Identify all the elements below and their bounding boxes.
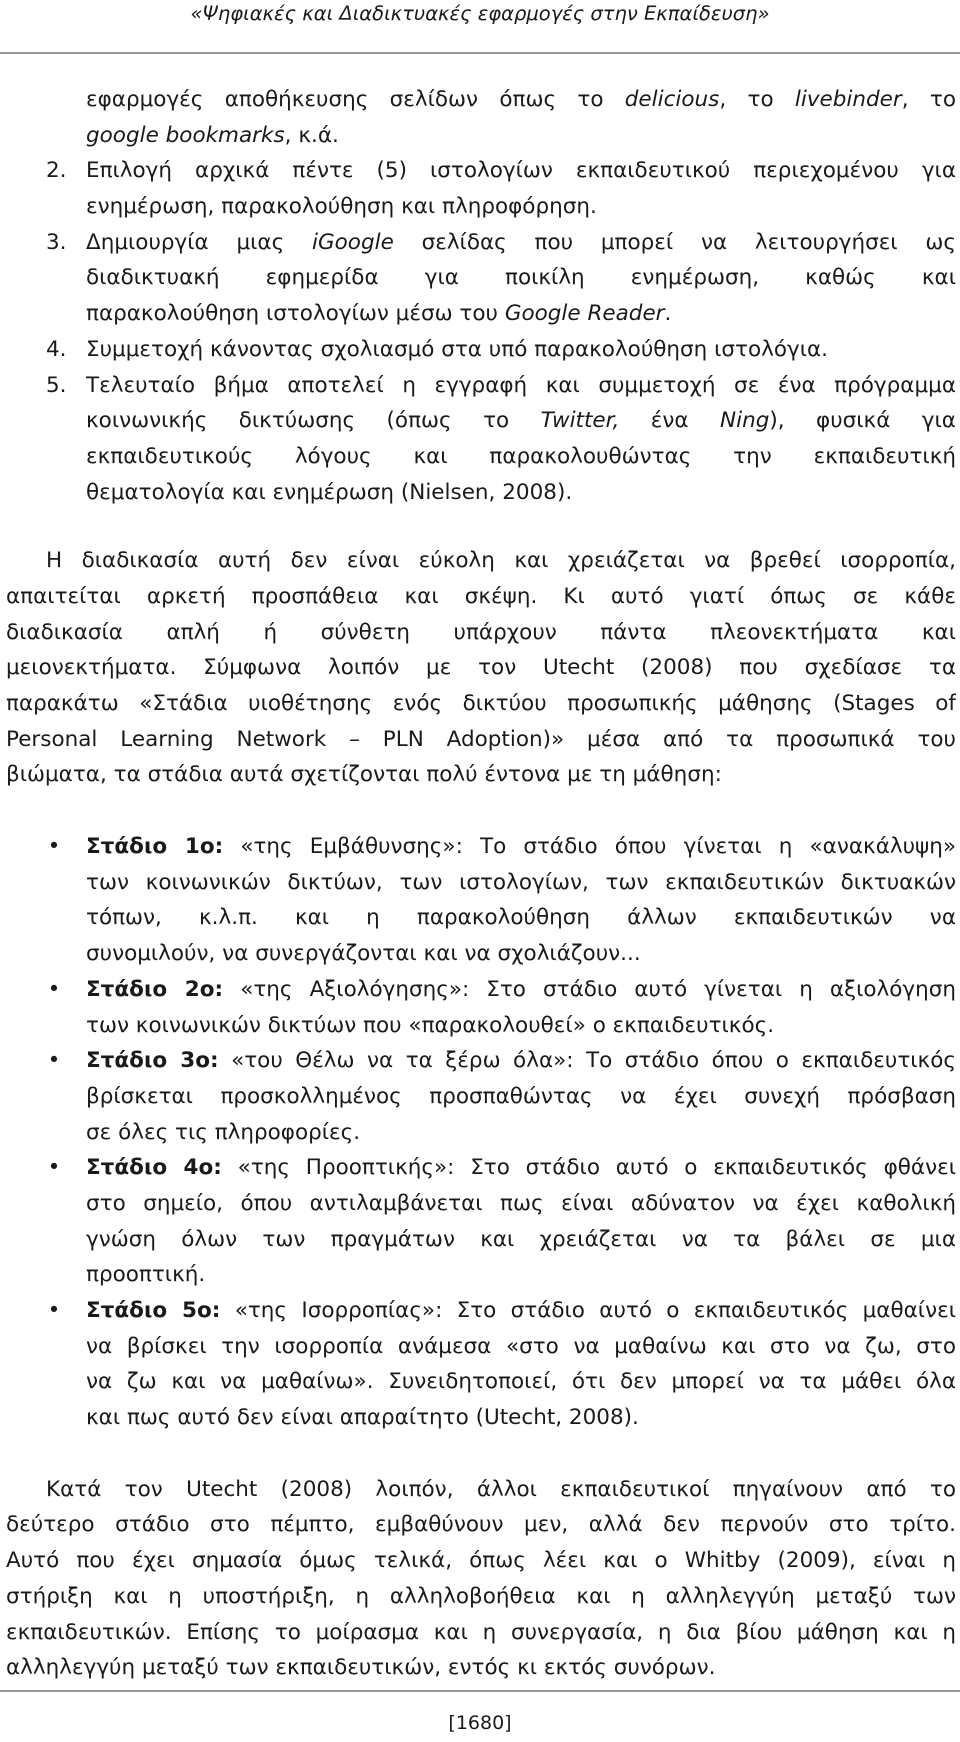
list-item-4: 4. Συμμετοχή κάνοντας σχολιασμό στα υπό παρακολούθηση ιστολόγια. <box>46 336 829 362</box>
paragraph-line: μειονεκτήματα. Σύμφωνα λοιπόν με τον Utecht (2008) που σχεδίασε τα <box>6 655 956 681</box>
stage-line: Στάδιο 5ο: «της Ισορροπίας»: Στο στάδιο αυτό ο εκπαιδευτικός μαθαίνει <box>86 1298 956 1323</box>
list-item-3-line: διαδικτυακή εφημερίδα για ποικίλη ενημέρωση, καθώς και <box>86 265 956 291</box>
list-item-5: 5. Τελευταίο βήμα αποτελεί η εγγραφή και συμμετοχή σε ένα πρόγραμμα <box>46 372 956 398</box>
stage-line: σε όλες τις πληροφορίες. <box>86 1119 361 1145</box>
list-item-5-line: εκπαιδευτικούς λόγους και παρακολουθώντας την εκπαιδευτική <box>86 443 956 469</box>
stage-line: στο σημείο, όπου αντιλαμβάνεται πως είναι αδύνατον να έχει καθολική <box>86 1190 956 1216</box>
stage-item-5 <box>6 1293 956 1436</box>
stage-line: προοπτική. <box>86 1262 206 1288</box>
stage-item-4 <box>6 1150 956 1293</box>
list-item-3: 3. Δημιουργία μιας iGoogle σελίδας που μπορεί να λειτουργήσει ως <box>46 229 956 255</box>
stage-line: Στάδιο 4ο: «της Προοπτικής»: Στο στάδιο αυτό ο εκπαιδευτικός φθάνει <box>86 1155 956 1181</box>
stage-line: και πως αυτό δεν είναι απαραίτητο (Utecht, 2008). <box>86 1405 639 1431</box>
stage-line: γνώση όλων των πραγμάτων και χρειάζεται να τα βάλει σε μια <box>86 1226 956 1252</box>
list-item-5-line: θεματολογία και ενημέρωση (Nielsen, 2008). <box>86 479 573 505</box>
stage-item-1 <box>6 829 956 972</box>
bullet-icon: • <box>47 1048 61 1074</box>
list-item-5-line: κοινωνικής δικτύωσης (όπως το Twitter, ένα Ning), φυσικά για <box>86 408 956 434</box>
stages-list <box>6 829 956 1436</box>
paragraph-line: αλληλεγγύη μεταξύ των εκπαιδευτικών, εντός κι εκτός συνόρων. <box>6 1655 716 1681</box>
paragraph-line: εκπαιδευτικών. Επίσης το μοίρασμα και η συνεργασία, η δια βίου μάθηση και η <box>6 1619 956 1645</box>
stage-item-2 <box>6 972 956 1043</box>
paragraph-conclusion <box>6 1472 956 1686</box>
paragraph-line: δεύτερο στάδιο στο πέμπτο, εμβαθύνουν μεν, αλλά δεν περνούν στο τρίτο. <box>6 1512 956 1538</box>
running-header: «Ψηφιακές και Διαδικτυακές εφαρμογές στην Εκπαίδευση» <box>190 2 770 25</box>
footer-rule <box>0 1690 960 1692</box>
paragraph-line: παρακάτω «Στάδια υιοθέτησης ενός δικτύου προσωπικής μάθησης (Stages of <box>6 691 956 716</box>
stage-line: να βρίσκει την ισορροπία ανάμεσα «στο να μαθαίνω και στο να ζω, στο <box>86 1333 956 1359</box>
page-number: [1680] <box>448 1712 512 1734</box>
list-item-1-cont-line: εφαρμογές αποθήκευσης σελίδων όπως το delicious, το livebinder, το <box>86 87 956 112</box>
paragraph-line: διαδικασία απλή ή σύνθετη υπάρχουν πάντα πλεονεκτήματα και <box>6 619 956 645</box>
bullet-icon: • <box>47 1155 61 1181</box>
stage-line: να ζω και να μαθαίνω». Συνειδητοποιεί, ότι δεν μπορεί να τα μάθει όλα <box>86 1369 956 1395</box>
list-item-1-cont-line: google bookmarks, κ.ά. <box>86 122 339 148</box>
stage-line: βρίσκεται προσκολλημένος προσπαθώντας να έχει συνεχή πρόσβαση <box>86 1083 956 1109</box>
paragraph-line: Personal Learning Network – PLN Adoption)» μέσα από τα προσωπικά του <box>6 726 956 752</box>
paragraph-line: απαιτείται αρκετή προσπάθεια και σκέψη. Κι αυτό γιατί όπως σε κάθε <box>6 583 956 609</box>
list-item-3-line: παρακολούθηση ιστολογίων μέσω του Google Reader. <box>86 301 672 327</box>
list-item-2: 2. Επιλογή αρχικά πέντε (5) ιστολογίων εκπαιδευτικού περιεχομένου για <box>46 158 956 184</box>
paragraph-line: Αυτό που έχει σημασία όμως τελικά, όπως λέει και ο Whitby (2009), είναι η <box>6 1548 956 1574</box>
stage-line: τόπων, κ.λ.π. και η παρακολούθηση άλλων εκπαιδευτικών να <box>86 905 956 931</box>
bullet-icon: • <box>47 976 61 1002</box>
list-item-2-line: ενημέρωση, παρακολούθηση και πληροφόρηση. <box>86 194 597 220</box>
stage-line: Στάδιο 3ο: «του Θέλω να τα ξέρω όλα»: Το στάδιο όπου ο εκπαιδευτικός <box>86 1048 956 1074</box>
paragraph-intro <box>6 543 956 793</box>
stage-line: Στάδιο 1ο: «της Εμβάθυνσης»: Το στάδιο όπου γίνεται η «ανακάλυψη» <box>86 834 956 860</box>
paragraph-line: Η διαδικασία αυτή δεν είναι εύκολη και χρειάζεται να βρεθεί ισορροπία, <box>46 548 956 574</box>
bullet-icon: • <box>47 834 61 860</box>
bullet-icon: • <box>47 1298 61 1323</box>
stage-item-3 <box>6 1043 956 1150</box>
page-body <box>6 82 956 1686</box>
paragraph-line: στήριξη και η υποστήριξη, η αλληλοβοήθεια και η αλληλεγγύη μεταξύ των <box>6 1583 956 1609</box>
stage-line: των κοινωνικών δικτύων, των ιστολογίων, των εκπαιδευτικών δικτυακών <box>86 869 956 895</box>
stage-line: των κοινωνικών δικτύων που «παρακολουθεί» ο εκπαιδευτικός. <box>86 1012 775 1038</box>
paragraph-line: Κατά τον Utecht (2008) λοιπόν, άλλοι εκπαιδευτικοί πηγαίνουν από το <box>46 1476 956 1502</box>
stage-line: συνομιλούν, να συνεργάζονται και να σχολιάζουν... <box>86 941 641 967</box>
header-rule <box>0 52 960 54</box>
paragraph-line: βιώματα, τα στάδια αυτά σχετίζονται πολύ έντονα με τη μάθηση: <box>6 762 722 788</box>
stage-line: Στάδιο 2ο: «της Αξιολόγησης»: Στο στάδιο αυτό γίνεται η αξιολόγηση <box>86 976 956 1002</box>
